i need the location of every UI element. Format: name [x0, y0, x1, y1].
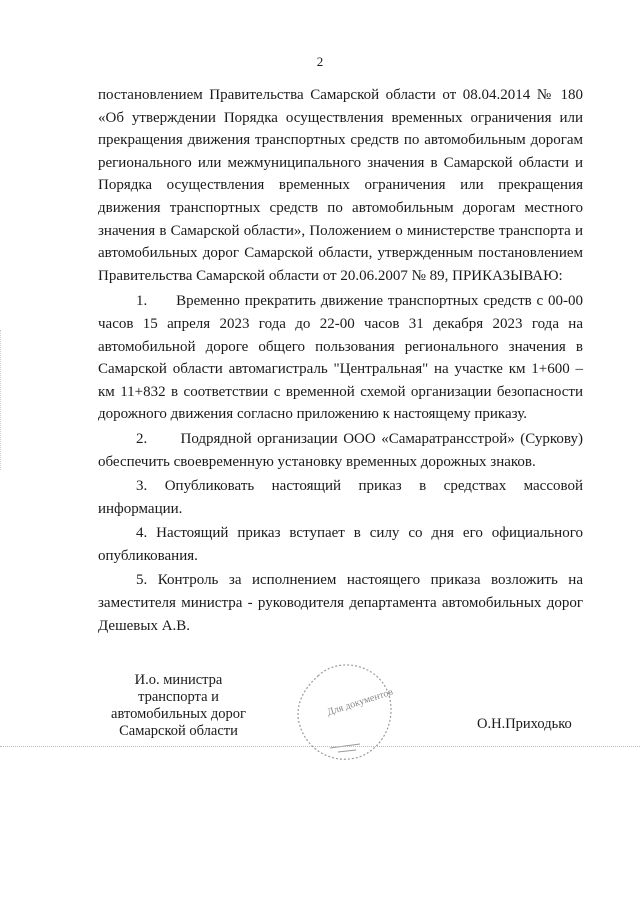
order-item-text: Подрядной организации ООО «Самаратрансстрой» (Суркову) обеспечить своевременную установку временных дорожных знаков.	[98, 430, 583, 470]
order-item-5	[98, 569, 583, 637]
order-item-text: Опубликовать настоящий приказ в средствах массовой информации.	[98, 478, 584, 517]
order-item-4	[98, 522, 583, 567]
order-item-text: Настоящий приказ вступает в силу со дня его официального опубликования.	[98, 525, 583, 564]
order-item-text: Контроль за исполнением настоящего приказа возложить на заместителя министра - руководителя департамента автомобильных дорог Дешевых А.В.	[98, 572, 583, 634]
order-item-1	[98, 290, 583, 426]
signer-position-line: транспорта и	[138, 689, 219, 705]
signer-position-line: И.о. министра	[134, 672, 223, 688]
order-item-text: Временно прекратить движение транспортных средств с 00-00 часов 15 апреля 2023 года до 22-00 часов 31 декабря 2023 года на автомобильной дороге общего пользования регионального значения в Самарской области автомагистраль "Центральная" на участке км 1+600 – км 11+832 в соответствии с временной схемой организации безопасности дорожного движения согласно приложению к настоящему приказу.	[98, 293, 584, 423]
order-item-number: 4.	[136, 525, 148, 542]
order-item-2	[98, 428, 583, 473]
order-item-number: 2.	[136, 430, 148, 447]
order-item-number: 1.	[136, 293, 148, 310]
signer-name: О.Н.Приходько	[477, 716, 572, 732]
official-stamp	[290, 652, 400, 772]
preamble-paragraph: постановлением Правительства Самарской области от 08.04.2014 № 180 «Об утверждении Порядка осуществления временных ограничения или прекращения движения транспортных средств по автомобильным дорогам регионального или межмуниципального значения в Самарской области и Порядка осуществления временных ограничения или прекращения движения транспортных средств по автомобильным дорогам местного значения в Самарской области», Положением о министерстве транспорта и автомобильных дорог Самарской области, утвержденным постановлением Правительства Самарской области от 20.06.2007 № 89, ПРИКАЗЫВАЮ:	[98, 87, 583, 284]
signer-position-line: автомобильных дорог	[111, 706, 246, 722]
document-body	[98, 84, 583, 637]
page-number: 2	[316, 54, 324, 69]
signer-position-line: Самарской области	[119, 723, 238, 739]
margin-dots	[0, 330, 3, 470]
signer-position	[96, 672, 261, 740]
order-item-3	[98, 475, 583, 520]
stamp-text: Для документов	[325, 686, 395, 719]
order-item-number: 3.	[136, 478, 148, 495]
dotted-separator	[0, 746, 640, 747]
order-item-number: 5.	[136, 572, 148, 589]
